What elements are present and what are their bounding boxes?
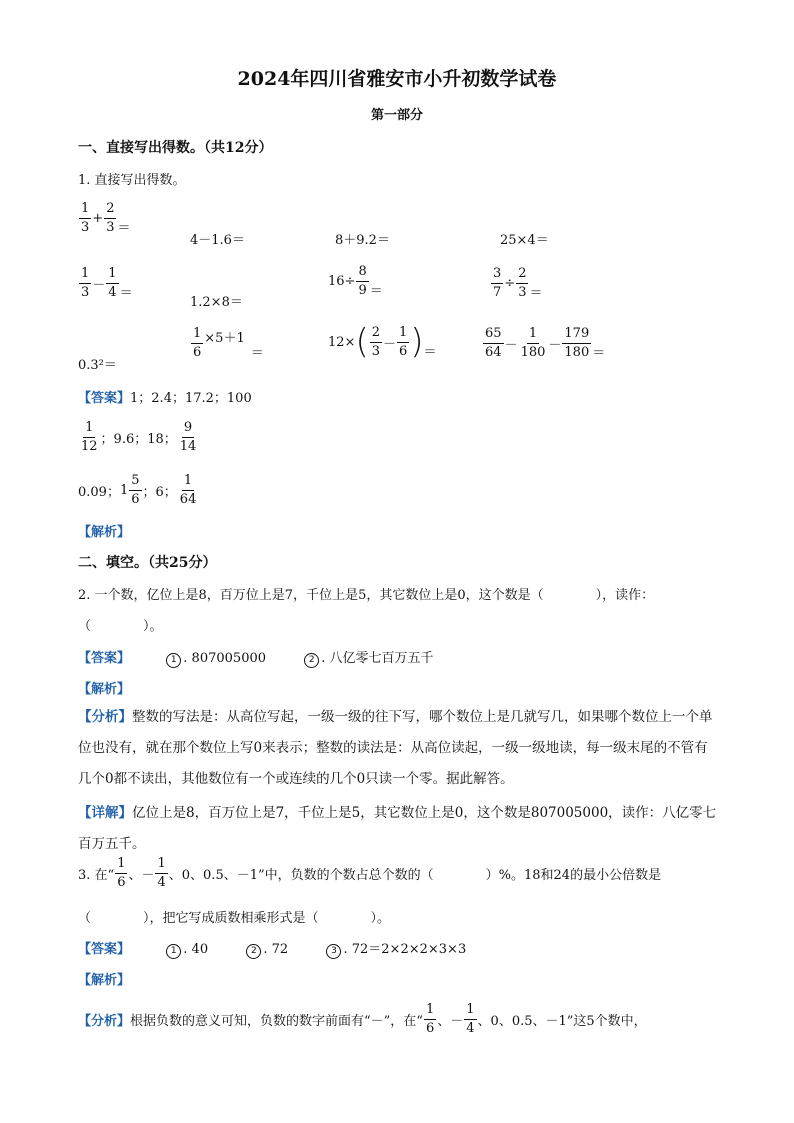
problem-4: 25×4＝	[500, 233, 549, 248]
problem-10: $\frac{1}{6}$ ×5＋1 ＝	[193, 326, 264, 361]
fraction: $\frac{1}{4}$	[157, 856, 166, 890]
answer-line-3: 0.09； 1 $\frac{5}{6}$ ；6； $\frac{1}{64}$	[78, 473, 197, 507]
problem-9: 0.3²＝	[78, 358, 117, 373]
problem-8: $\frac{3}{7}$ ÷ $\frac{2}{3}$ ＝	[493, 266, 543, 301]
right-paren: )	[410, 322, 424, 362]
analysis-label: 【解析】	[78, 525, 131, 540]
q2-xiangjie: 【详解】亿位上是8，百万位上是7，千位上是5，其它数位上是0，这个数是807005000，读作：八亿零七百万五千。	[78, 805, 717, 852]
fraction: $\frac{1}{3}$	[81, 266, 90, 300]
fraction: $\frac{2}{3}$	[106, 201, 115, 235]
q3-answer: 【答案】 1 . 40 2 . 72 3 . 72＝2×2×2×3×3	[78, 942, 467, 957]
q2-fenxi: 【分析】整数的写法是：从高位写起，一级一级的往下写，哪个数位上是几就写几，如果哪个数位上一个单位也没有，就在那个数位上写0来表示；整数的读法是：从高位读起，一级一级地读，每一级末尾的不管有几个0都不读出，其他数位有一个或连续的几个0只读一个零。据此解答。	[78, 709, 713, 787]
fraction: $\frac{2}{3}$	[518, 266, 527, 300]
answer-line-2: $\frac{1}{12}$ ；9.6；18； $\frac{9}{14}$	[81, 420, 197, 454]
fraction: $\frac{1}{6}$	[117, 856, 126, 890]
answer-label: 【答案】	[78, 391, 131, 406]
fraction: $\frac{9}{14}$	[179, 420, 197, 454]
circled-number: 3	[326, 944, 341, 959]
section2-heading: 二、填空。（共25分）	[78, 555, 217, 571]
problem-1: $\frac{1}{3}$ + $\frac{2}{3}$ ＝	[81, 201, 131, 236]
circled-number: 1	[166, 653, 181, 668]
q3-fenxi: 【分析】 根据负数的意义可知，负数的数字前面有“－”，在“ $\frac{1}{6}$ 、－ $\frac{1}{4}$ 、0、0.5、－1”这5个数中，	[78, 1002, 647, 1036]
problem-7: 16÷ $\frac{8}{9}$ ＝	[328, 264, 383, 299]
fraction: $\frac{1}{6}$	[425, 1002, 435, 1036]
page-subtitle: 第一部分	[370, 108, 423, 123]
fraction: $\frac{1}{180}$	[520, 326, 546, 360]
q3-line-2: （ ），把它写成质数相乘形式是（ ）。	[78, 911, 391, 926]
circled-number: 2	[304, 653, 319, 668]
fraction: $\frac{1}{4}$	[108, 266, 117, 300]
fraction: $\frac{1}{4}$	[466, 1002, 475, 1036]
fraction: $\frac{65}{64}$	[485, 326, 502, 360]
page-title: 2024年四川省雅安市小升初数学试卷	[237, 68, 557, 90]
q3-analysis-label: 【解析】	[78, 973, 131, 988]
fraction: $\frac{1}{12}$	[81, 420, 98, 454]
q2-analysis-label: 【解析】	[78, 682, 131, 697]
problem-3: 8＋9.2＝	[335, 233, 390, 248]
q3-line-1: 3. 在“ $\frac{1}{6}$ 、－ $\frac{1}{4}$ 、0、0.5、－1”中，负数的个数占总个数的（ ）%。18和24的最小公倍数是	[78, 856, 662, 890]
problem-5: $\frac{1}{3}$ － $\frac{1}{4}$ ＝	[81, 266, 133, 301]
fraction: $\frac{1}{6}$	[193, 326, 202, 360]
fraction: $\frac{8}{9}$	[358, 264, 367, 298]
problem-11: 12× ( $\frac{2}{3}$ － $\frac{1}{6}$ ) ＝	[328, 322, 437, 362]
fraction: $\frac{179}{180}$	[564, 326, 590, 360]
fraction: $\frac{3}{7}$	[493, 266, 502, 300]
fraction: $\frac{1}{3}$	[81, 201, 90, 235]
q2-line-1: 2. 一个数，亿位上是8，百万位上是7，千位上是5，其它数位上是0，这个数是（ ），读作：	[78, 588, 655, 603]
fraction: $\frac{5}{6}$	[131, 473, 140, 507]
problem-2: 4－1.6＝	[190, 233, 245, 248]
fraction: $\frac{1}{64}$	[179, 473, 197, 507]
circled-number: 1	[166, 944, 181, 959]
circled-number: 2	[246, 944, 261, 959]
q1-stem: 1. 直接写出得数。	[78, 173, 186, 188]
fraction: $\frac{2}{3}$	[371, 324, 380, 359]
answer-line-1: 【答案】1；2.4；17.2；100	[78, 391, 252, 406]
fraction: $\frac{1}{6}$	[399, 324, 408, 359]
section1-heading: 一、直接写出得数。（共12分）	[78, 140, 273, 156]
q2-answer: 【答案】 1 . 807005000 2 . 八亿零七百万五千	[78, 651, 434, 666]
q2-line-2: （ ）。	[78, 619, 163, 634]
problem-12: $\frac{65}{64}$ － $\frac{1}{180}$ － $\frac{179}{180}$ ＝	[485, 326, 606, 361]
left-paren: (	[355, 322, 369, 362]
problem-6: 1.2×8＝	[190, 295, 243, 310]
